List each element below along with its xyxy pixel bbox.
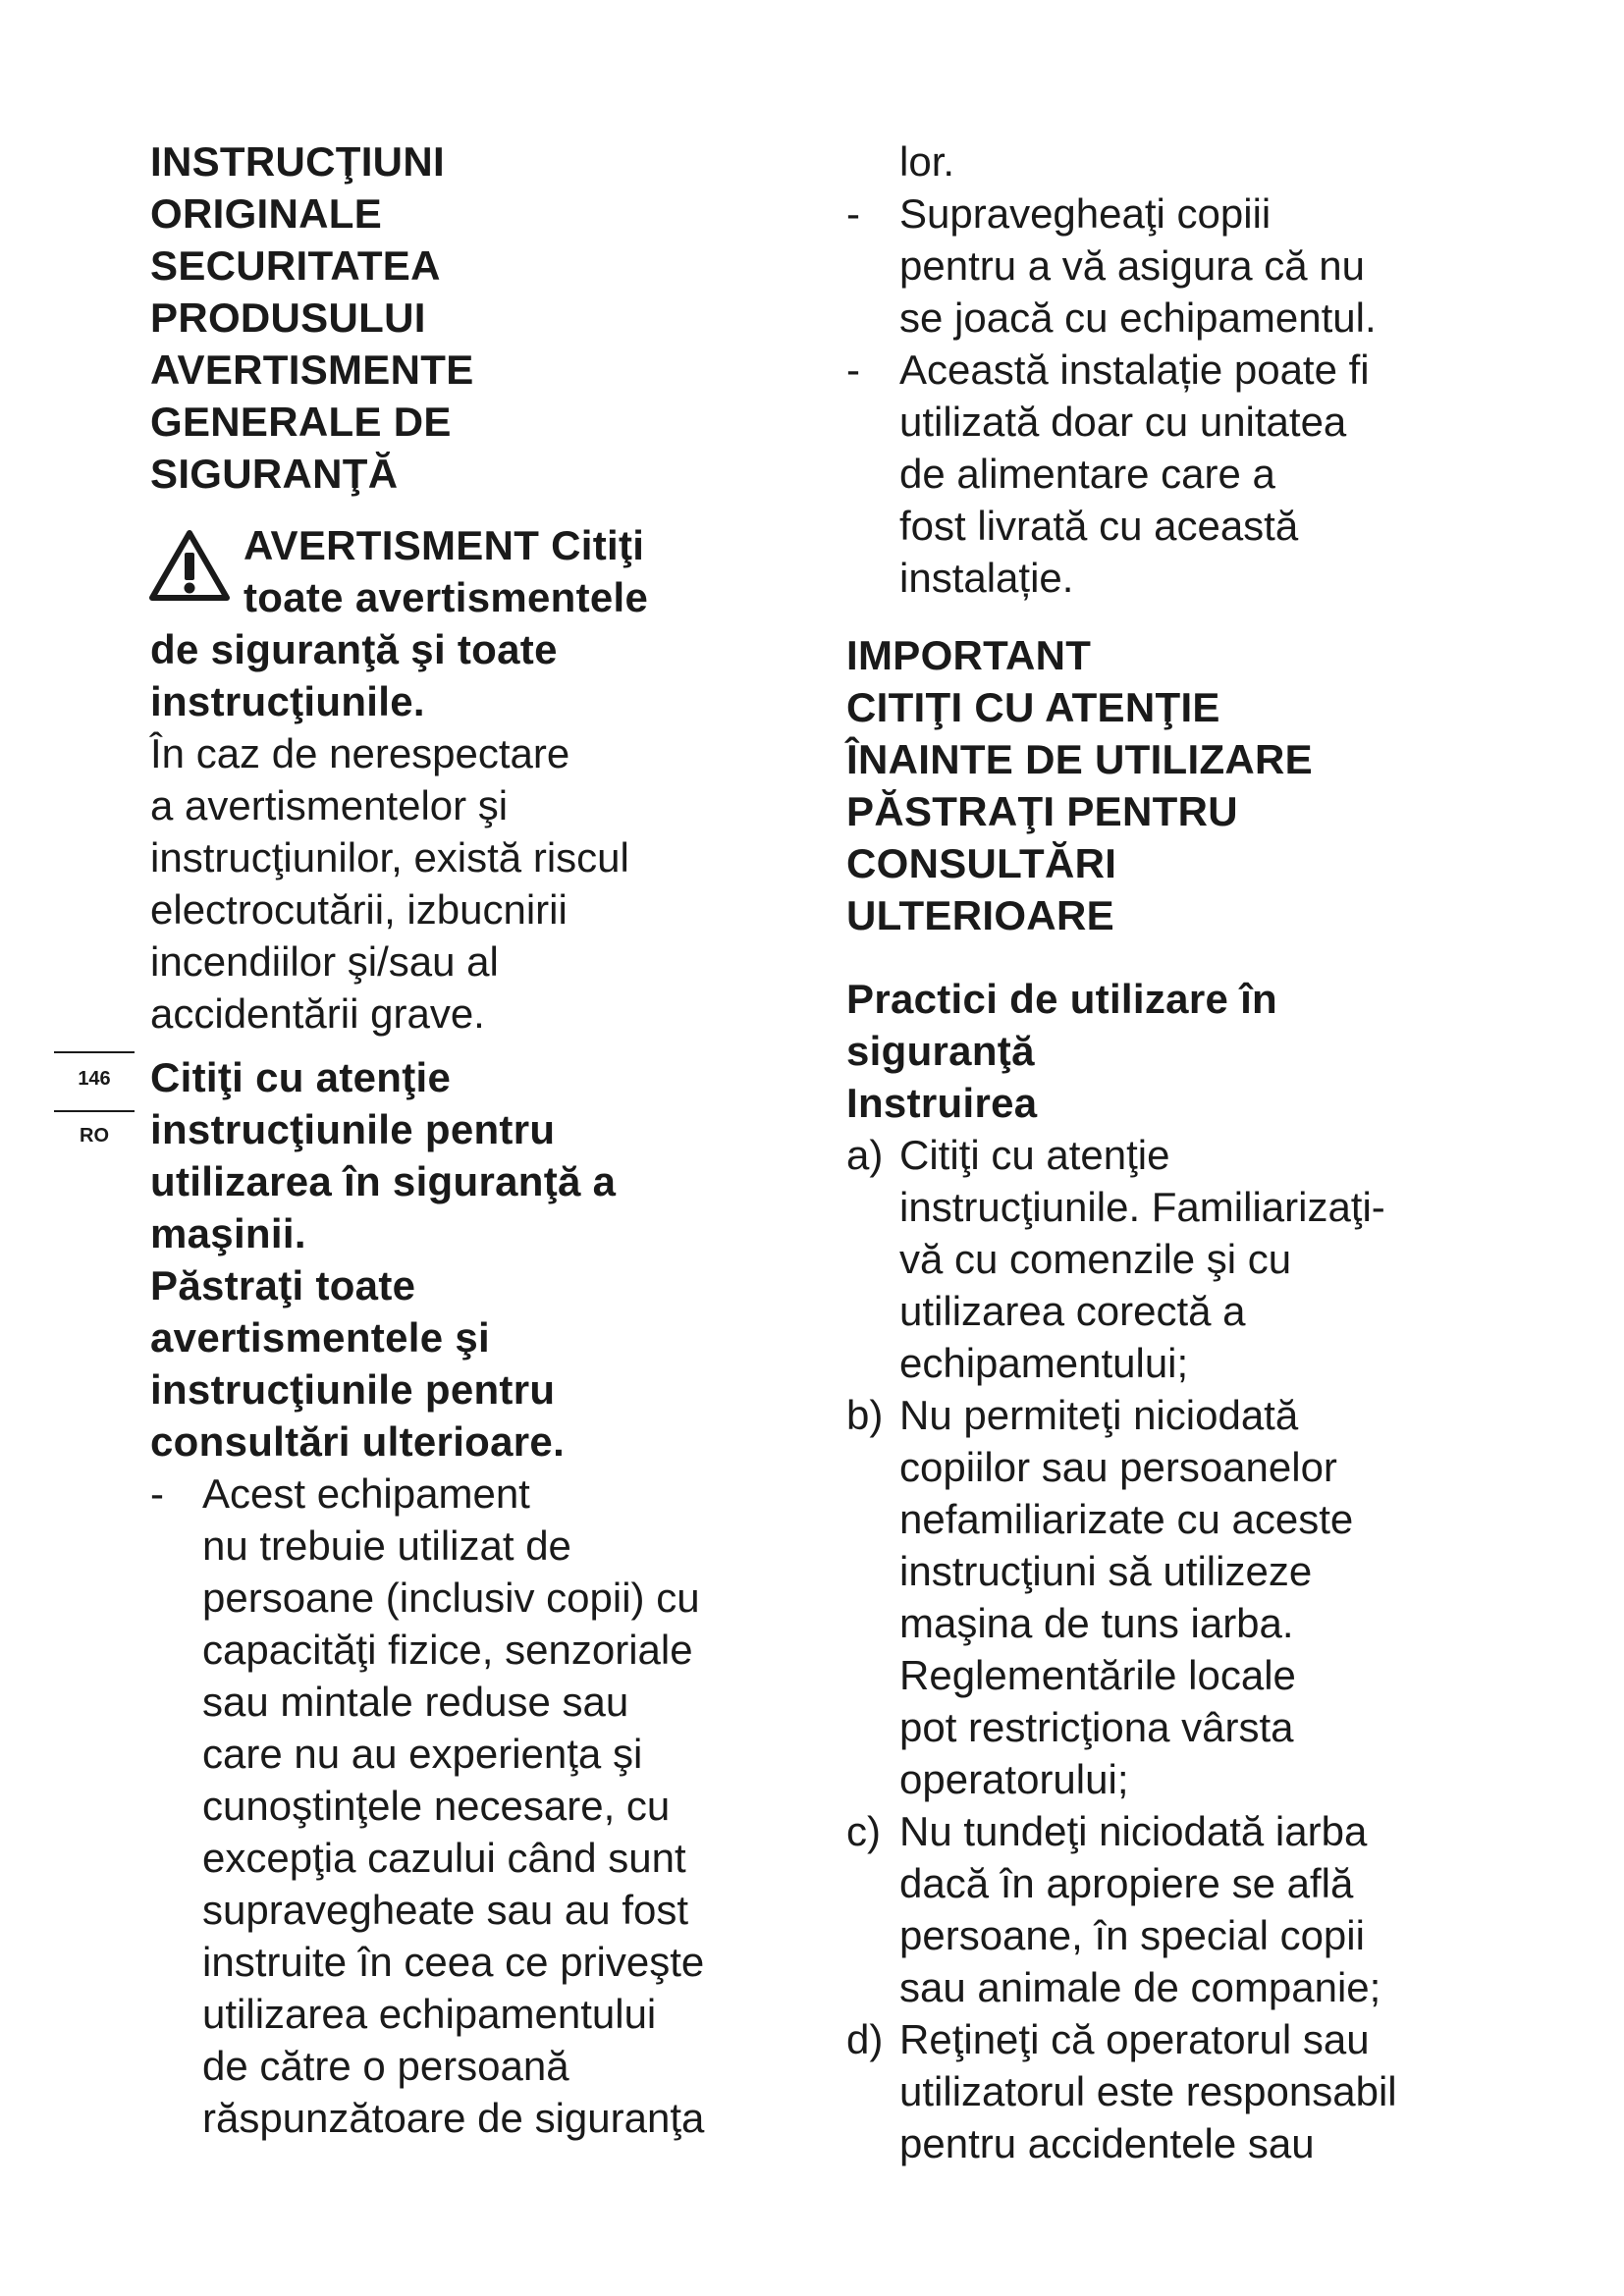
read-line: Păstraţi toate [150, 1262, 416, 1308]
list-item [846, 1389, 1534, 1805]
bullet-line: instalație. [899, 555, 1074, 601]
item-line: Reglementările locale [899, 1652, 1296, 1698]
item-line: operatorului; [899, 1756, 1129, 1802]
important-line: CITIŢI CU ATENŢIE [846, 684, 1220, 730]
item-text: Nu tundeţi niciodată iarba [899, 1808, 1368, 1854]
heading-line: ORIGINALE [150, 190, 383, 237]
item-first-line [846, 2013, 1534, 2065]
body-line: accidentării grave. [150, 990, 485, 1037]
bullet-dash: - [846, 347, 860, 393]
item-line: dacă în apropiere se află [899, 1860, 1354, 1906]
bullet-line: pentru a vă asigura că nu [899, 242, 1365, 289]
page-number-rule-top [54, 1051, 135, 1053]
bullet-line: utilizată doar cu unitatea [899, 399, 1347, 445]
bullet-dash: - [846, 190, 860, 237]
warning-triangle-icon [148, 529, 231, 602]
warning-title-line: toate avertismentele [244, 574, 649, 620]
read-line: instrucţiunile pentru [150, 1106, 556, 1152]
bullet-dash: - [150, 1470, 164, 1517]
section-title [846, 973, 1534, 1129]
bullet-first-line [846, 344, 1534, 396]
bullet-line: instruite în ceea ce priveşte [202, 1939, 705, 1985]
bullet-item [150, 1468, 838, 2144]
bullet-line: care nu au experienţa şi [202, 1731, 643, 1777]
read-line: avertismentele şi [150, 1314, 490, 1361]
warning-title-row [150, 519, 838, 623]
item-line: persoane, în special copii [899, 1912, 1365, 1958]
item-text: Nu permiteţi niciodată [899, 1392, 1299, 1438]
item-first-line [846, 1389, 1534, 1441]
bullet-item [846, 187, 1534, 344]
item-line: instrucţiuni să utilizeze [899, 1548, 1313, 1594]
heading-line: AVERTISMENTE [150, 347, 474, 393]
bullet-line: utilizarea echipamentului [202, 1991, 657, 2037]
warning-title-line: AVERTISMENT Citiţi [244, 522, 645, 568]
item-line: vă cu comenzile şi cu [899, 1236, 1292, 1282]
warning-title-line: instrucţiunile. [150, 678, 425, 724]
subsection-title: Instruirea [846, 1080, 1038, 1126]
body-line: În caz de nerespectare [150, 730, 570, 776]
page-number: 146 [78, 1068, 111, 1090]
item-line: copiilor sau persoanelor [899, 1444, 1337, 1490]
bullet-line: nu trebuie utilizat de [202, 1522, 571, 1569]
section-title-line: Practici de utilizare în [846, 976, 1278, 1022]
warning-block [150, 519, 838, 727]
language-code: RO [80, 1125, 109, 1147]
item-line: utilizarea corectă a [899, 1288, 1246, 1334]
bullet-line: de alimentare care a [899, 451, 1275, 497]
bullet-text: Supravegheaţi copiii [899, 190, 1272, 237]
bullet-line: se joacă cu echipamentul. [899, 294, 1377, 341]
body-line: a avertismentelor şi [150, 782, 509, 828]
heading-line: SECURITATEA [150, 242, 441, 289]
bullet-text: Această instalație poate fi [899, 347, 1370, 393]
list-item [846, 1129, 1534, 1389]
read-instructions-block [150, 1051, 838, 1468]
read-line: instrucţiunile pentru [150, 1366, 556, 1413]
heading-line: GENERALE DE [150, 399, 452, 445]
item-line: echipamentului; [899, 1340, 1189, 1386]
item-first-line [846, 1805, 1534, 1857]
continuation-line: lor. [899, 138, 955, 185]
bullet-first-line [846, 187, 1534, 240]
important-line: ÎNAINTE DE UTILIZARE [846, 736, 1313, 782]
important-line: CONSULTĂRI [846, 840, 1117, 886]
item-line: instrucţiunile. Familiarizaţi- [899, 1184, 1385, 1230]
read-line: Citiţi cu atenţie [150, 1054, 452, 1100]
item-text: Reţineţi că operatorul sau [899, 2016, 1370, 2062]
bullet-line: de către o persoană [202, 2043, 569, 2089]
body-line: instrucţiunilor, există riscul [150, 834, 629, 881]
item-prefix: b) [846, 1392, 884, 1438]
section-title-line: siguranţă [846, 1028, 1035, 1074]
right-column [846, 135, 1534, 2169]
bullet-line: sau mintale reduse sau [202, 1679, 629, 1725]
item-line: utilizatorul este responsabil [899, 2068, 1397, 2114]
bullet-first-line [150, 1468, 838, 1520]
item-line: nefamiliarizate cu aceste [899, 1496, 1354, 1542]
heading-line: SIGURANŢĂ [150, 451, 399, 497]
heading-line: PRODUSULUI [150, 294, 426, 341]
important-line: PĂSTRAŢI PENTRU [846, 788, 1238, 834]
bullet-line: capacităţi fizice, senzoriale [202, 1627, 693, 1673]
item-prefix: c) [846, 1808, 881, 1854]
heading-line: INSTRUCŢIUNI [150, 138, 445, 185]
item-text: Citiţi cu atenţie [899, 1132, 1170, 1178]
main-heading [150, 135, 838, 500]
bullet-line: supravegheate sau au fost [202, 1887, 689, 1933]
body-line: electrocutării, izbucnirii [150, 886, 568, 933]
warning-title-line: de siguranţă şi toate [150, 626, 558, 672]
read-line: utilizarea în siguranţă a [150, 1158, 617, 1204]
important-heading [846, 629, 1534, 941]
bullet-line: persoane (inclusiv copii) cu [202, 1575, 700, 1621]
left-column [150, 135, 838, 2144]
bullet-line: cunoştinţele necesare, cu [202, 1783, 671, 1829]
item-prefix: d) [846, 2016, 884, 2062]
item-line: maşina de tuns iarba. [899, 1600, 1294, 1646]
bullet-line: fost livrată cu această [899, 503, 1299, 549]
read-line: consultări ulterioare. [150, 1418, 566, 1465]
page-number-rule-bottom [54, 1110, 135, 1112]
read-line: maşinii. [150, 1210, 306, 1256]
list-item [846, 1805, 1534, 2013]
bullet-item [846, 344, 1534, 604]
item-line: pot restricţiona vârsta [899, 1704, 1294, 1750]
important-line: ULTERIOARE [846, 892, 1114, 938]
important-line: IMPORTANT [846, 632, 1092, 678]
bullet-text: Acest echipament [202, 1470, 530, 1517]
bullet-line: excepţia cazului când sunt [202, 1835, 686, 1881]
list-item [846, 2013, 1534, 2169]
item-line: sau animale de companie; [899, 1964, 1381, 2010]
item-first-line [846, 1129, 1534, 1181]
body-line: incendiilor şi/sau al [150, 938, 499, 985]
warning-body [150, 727, 838, 1040]
item-prefix: a) [846, 1132, 884, 1178]
item-line: pentru accidentele sau [899, 2120, 1315, 2166]
bullet-line: răspunzătoare de siguranţa [202, 2095, 705, 2141]
